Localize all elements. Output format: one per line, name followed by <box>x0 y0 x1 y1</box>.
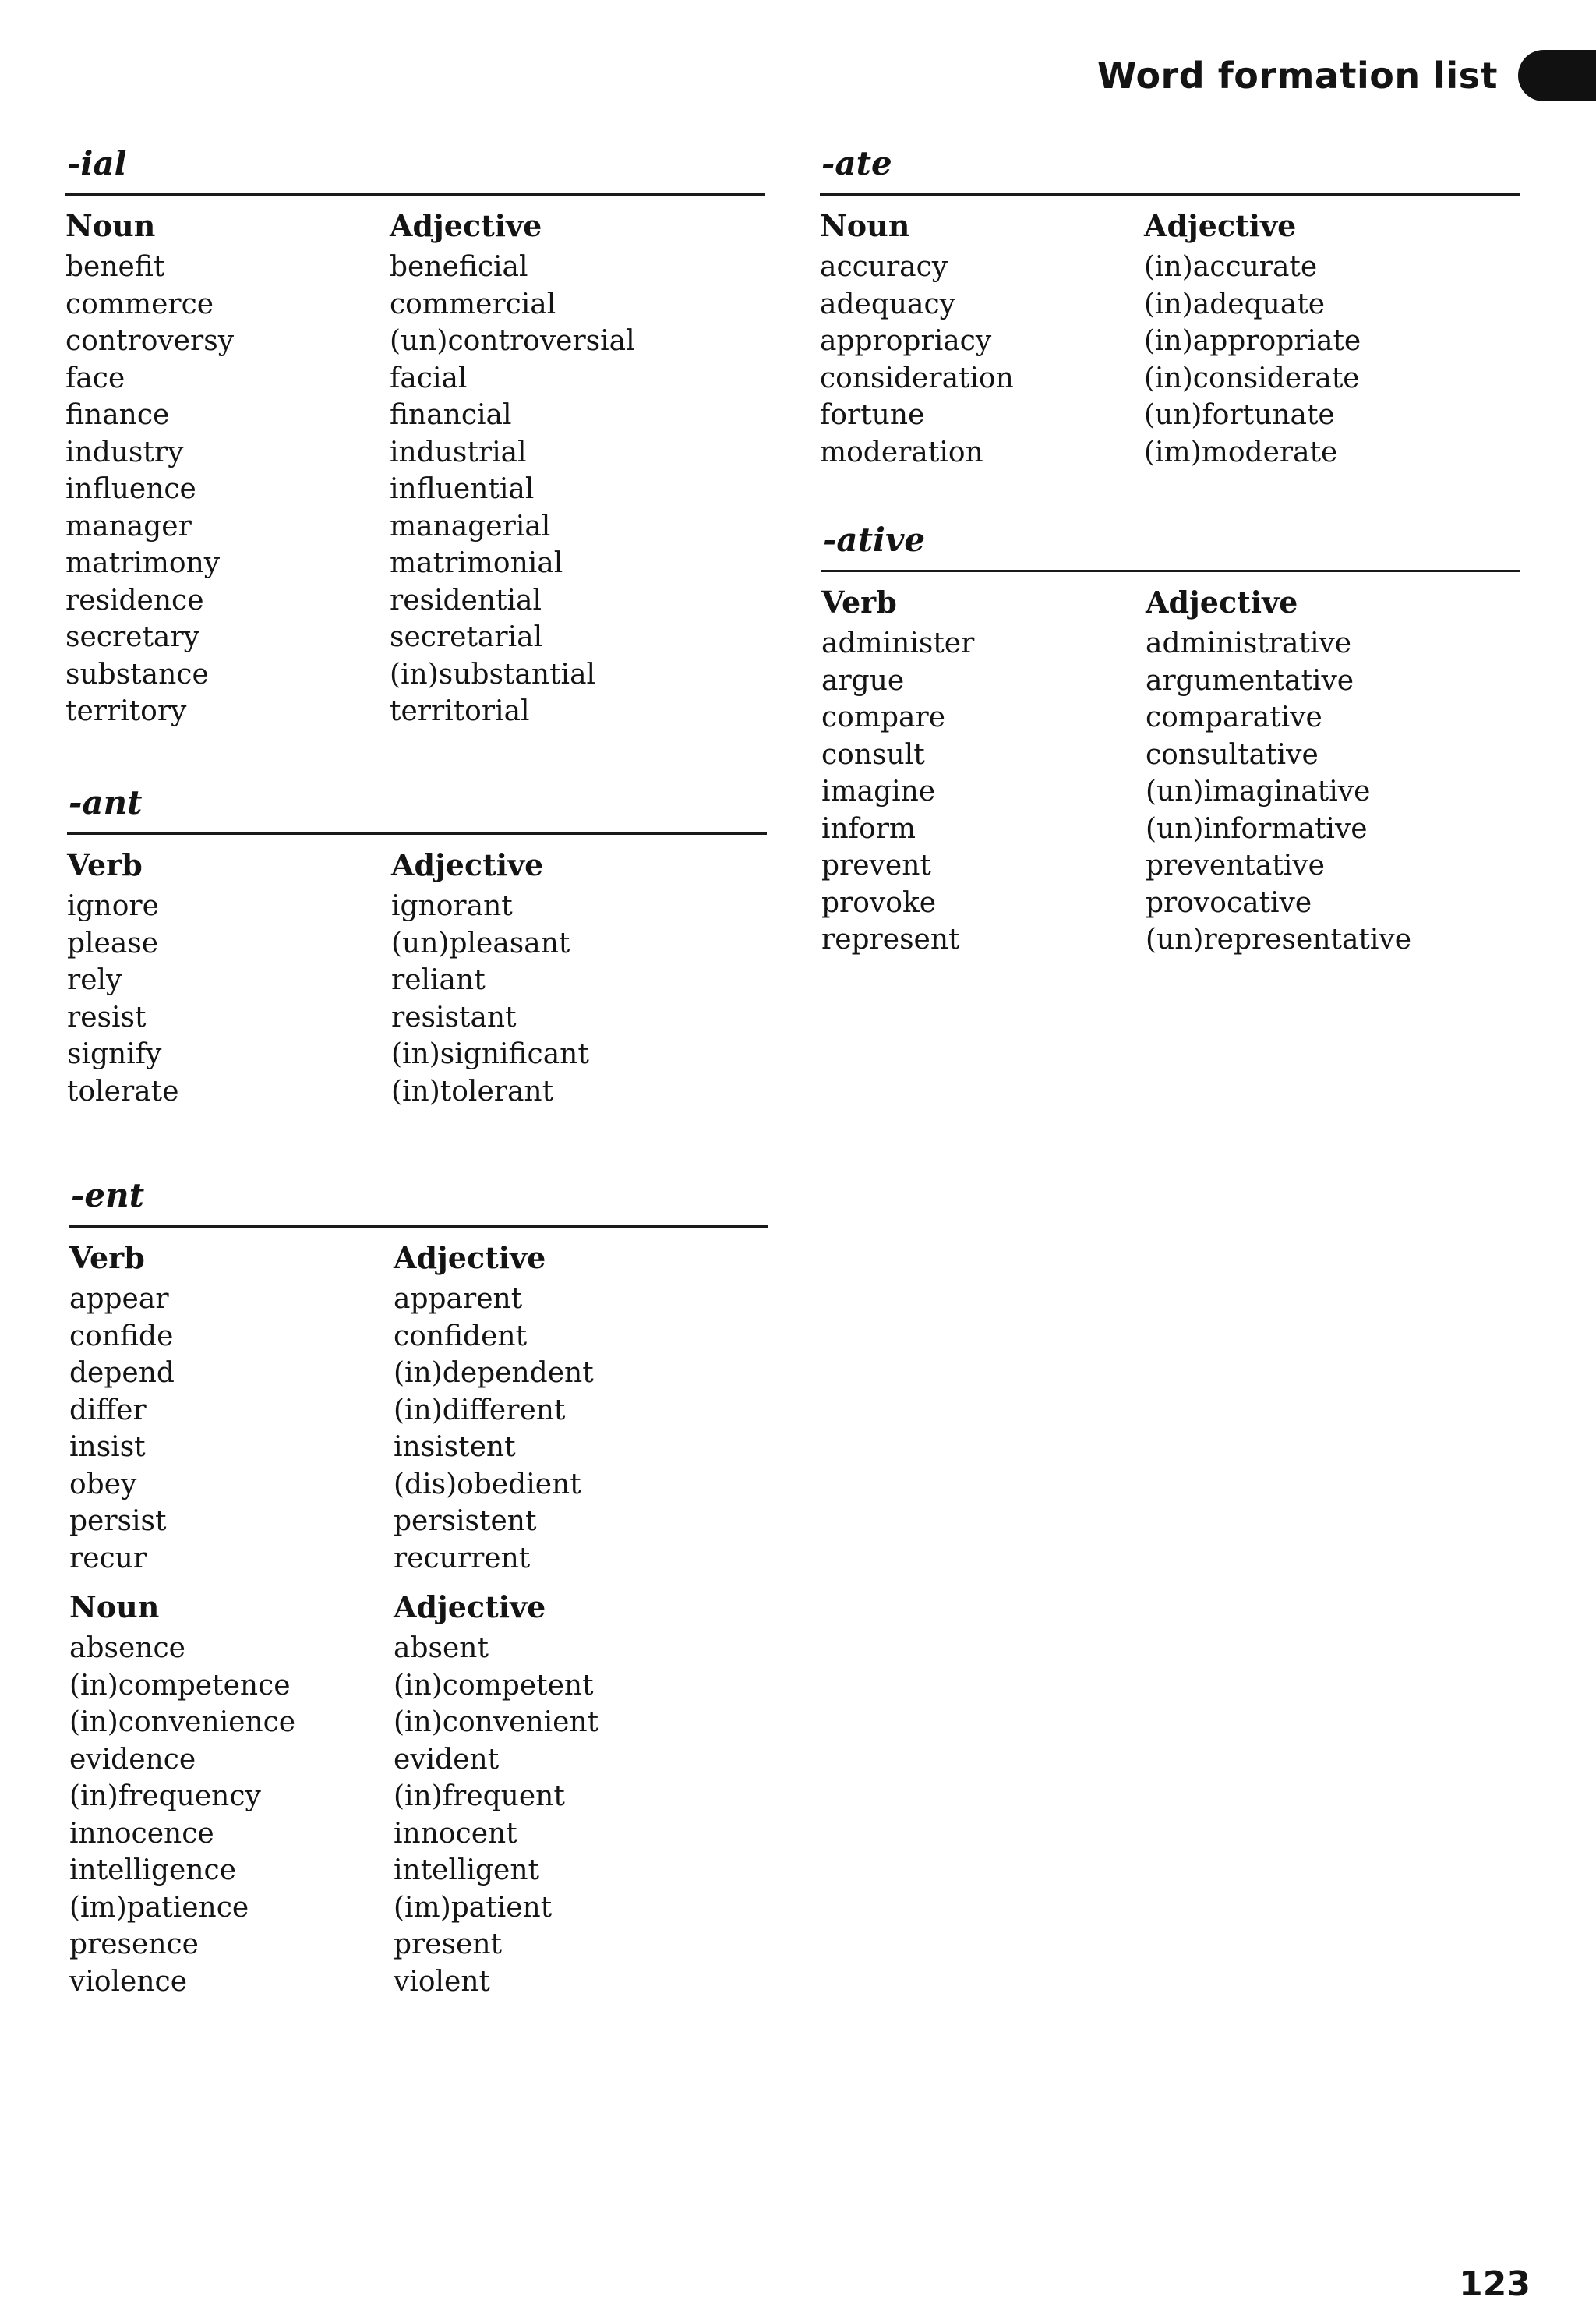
base-word-column <box>821 580 1146 959</box>
word-table <box>821 580 1520 959</box>
adjective-form: influential <box>390 473 535 505</box>
adjective-form: industrial <box>390 436 527 468</box>
base-word: fortune <box>820 399 925 431</box>
base-word: finance <box>65 399 170 431</box>
word-table <box>820 203 1520 471</box>
adjective-column <box>390 203 765 730</box>
adjective-form: commercial <box>390 288 556 320</box>
base-word: ignore <box>67 890 159 922</box>
base-word: absence <box>69 1632 185 1664</box>
base-word: compare <box>821 702 945 733</box>
base-word: substance <box>65 658 209 691</box>
base-word: evidence <box>69 1743 196 1776</box>
suffix-heading: -ial <box>67 144 127 182</box>
adjective-form: resistant <box>391 1001 517 1034</box>
base-word: accuracy <box>820 251 948 283</box>
column-header: Adjective <box>394 1589 546 1624</box>
base-word: appropriacy <box>820 325 992 357</box>
base-word: manager <box>65 510 192 543</box>
adjective-form: insistent <box>394 1431 516 1463</box>
base-word: provoke <box>821 886 937 919</box>
word-group <box>69 1235 768 1577</box>
adjective-form: apparent <box>394 1283 523 1315</box>
base-word: controversy <box>65 325 235 357</box>
base-word: intelligence <box>69 1854 237 1886</box>
adjective-form: ignorant <box>391 890 513 922</box>
base-word: residence <box>65 584 204 617</box>
adjective-column <box>1144 203 1520 471</box>
page-number: 123 <box>1459 2264 1531 2304</box>
base-word: signify <box>67 1038 162 1070</box>
column-header: Verb <box>67 847 143 882</box>
section-ent <box>69 1174 768 2000</box>
base-word: (in)convenience <box>69 1706 296 1738</box>
base-word: matrimony <box>65 547 221 579</box>
adjective-form: matrimonial <box>390 547 563 579</box>
adjective-form: secretarial <box>390 621 543 653</box>
adjective-form: administrative <box>1146 627 1352 659</box>
adjective-column <box>1146 580 1520 959</box>
adjective-form: (dis)obedient <box>394 1468 581 1500</box>
base-word: (in)frequency <box>69 1780 261 1812</box>
base-word: adequacy <box>820 288 956 320</box>
adjective-form: (in)substantial <box>390 658 596 691</box>
base-word: industry <box>65 436 184 468</box>
adjective-form: (in)dependent <box>394 1357 594 1389</box>
adjective-form: (in)appropriate <box>1144 325 1361 357</box>
adjective-form: (in)tolerant <box>391 1075 554 1108</box>
suffix-heading: -ative <box>823 521 926 559</box>
adjective-form: territorial <box>390 695 530 727</box>
adjective-form: (in)convenient <box>394 1706 599 1738</box>
word-table <box>65 203 765 730</box>
base-word: represent <box>821 924 960 956</box>
column-header: Verb <box>821 585 897 620</box>
page-header-title: Word formation list <box>1096 55 1498 97</box>
adjective-form: (in)frequent <box>394 1780 565 1812</box>
adjective-column <box>394 1585 768 2000</box>
adjective-form: comparative <box>1146 702 1322 733</box>
base-word: (im)patience <box>69 1891 249 1924</box>
adjective-form: (un)fortunate <box>1144 399 1335 431</box>
base-word: territory <box>65 695 187 727</box>
adjective-form: (im)moderate <box>1144 436 1338 468</box>
base-word: commerce <box>65 288 214 320</box>
adjective-form: preventative <box>1146 850 1325 882</box>
base-word: influence <box>65 473 196 505</box>
adjective-form: (un)imaginative <box>1146 776 1371 808</box>
column-header: Noun <box>820 208 910 243</box>
adjective-form: present <box>394 1928 502 1960</box>
adjective-form: evident <box>394 1743 500 1776</box>
adjective-form: intelligent <box>394 1854 540 1886</box>
word-group <box>65 203 765 730</box>
word-group <box>820 203 1520 471</box>
adjective-form: persistent <box>394 1505 537 1537</box>
base-word-column <box>69 1585 394 2000</box>
base-word: face <box>65 362 125 394</box>
heading-rule <box>67 832 767 835</box>
base-word: (in)competence <box>69 1669 291 1702</box>
base-word: secretary <box>65 621 200 653</box>
word-group <box>67 843 767 1110</box>
word-group <box>69 1585 768 2000</box>
suffix-heading: -ate <box>821 144 892 182</box>
base-word: recur <box>69 1542 147 1575</box>
adjective-form: (in)accurate <box>1144 251 1318 283</box>
base-word: persist <box>69 1505 167 1537</box>
adjective-form: consultative <box>1146 738 1319 771</box>
base-word-column <box>65 203 390 730</box>
base-word: argue <box>821 664 905 697</box>
base-word-column <box>69 1235 394 1577</box>
heading-rule <box>821 570 1520 572</box>
column-header: Noun <box>65 208 156 243</box>
base-word: confide <box>69 1320 174 1352</box>
base-word: obey <box>69 1468 137 1500</box>
word-table <box>69 1235 768 2000</box>
suffix-heading: -ent <box>71 1176 145 1214</box>
column-header: Verb <box>69 1240 145 1275</box>
suffix-heading: -ant <box>69 783 143 822</box>
section-ial <box>65 142 765 730</box>
adjective-form: argumentative <box>1146 664 1354 697</box>
adjective-form: (in)competent <box>394 1669 594 1702</box>
adjective-form: confident <box>394 1320 528 1352</box>
base-word-column <box>67 843 391 1110</box>
base-word: administer <box>821 627 975 659</box>
adjective-form: (un)informative <box>1146 812 1368 845</box>
base-word: consideration <box>820 362 1014 394</box>
base-word: violence <box>69 1965 187 1998</box>
adjective-form: (un)representative <box>1146 924 1412 956</box>
column-header: Adjective <box>391 847 544 882</box>
base-word: imagine <box>821 776 936 808</box>
base-word: presence <box>69 1928 199 1960</box>
heading-rule <box>65 193 765 196</box>
adjective-form: provocative <box>1146 886 1312 919</box>
heading-rule <box>69 1225 768 1228</box>
adjective-form: (in)considerate <box>1144 362 1360 394</box>
base-word: resist <box>67 1001 147 1034</box>
column-header: Noun <box>69 1589 160 1624</box>
adjective-form: managerial <box>390 510 551 543</box>
base-word: consult <box>821 738 925 771</box>
adjective-column <box>394 1235 768 1577</box>
heading-rule <box>820 193 1520 196</box>
base-word: insist <box>69 1431 146 1463</box>
adjective-form: reliant <box>391 964 486 996</box>
adjective-form: innocent <box>394 1817 517 1850</box>
section-tab-marker <box>1518 50 1596 101</box>
adjective-form: beneficial <box>390 251 528 283</box>
base-word: differ <box>69 1394 147 1426</box>
base-word: innocence <box>69 1817 214 1850</box>
base-word: depend <box>69 1357 175 1389</box>
adjective-form: absent <box>394 1632 489 1664</box>
column-header: Adjective <box>390 208 542 243</box>
base-word: please <box>67 927 159 960</box>
adjective-form: (in)significant <box>391 1038 589 1070</box>
column-header: Adjective <box>1144 208 1297 243</box>
adjective-form: (im)patient <box>394 1891 553 1924</box>
column-header: Adjective <box>1146 585 1298 620</box>
adjective-column <box>391 843 767 1110</box>
column-header: Adjective <box>394 1240 546 1275</box>
section-ative <box>821 518 1520 959</box>
word-group <box>821 580 1520 959</box>
word-table <box>67 843 767 1110</box>
adjective-form: recurrent <box>394 1542 531 1575</box>
base-word: inform <box>821 812 916 845</box>
adjective-form: residential <box>390 584 542 617</box>
base-word: tolerate <box>67 1075 179 1108</box>
base-word: prevent <box>821 850 931 882</box>
adjective-form: (un)pleasant <box>391 927 570 960</box>
adjective-form: (in)adequate <box>1144 288 1326 320</box>
adjective-form: facial <box>390 362 468 394</box>
adjective-form: violent <box>394 1965 490 1998</box>
base-word: appear <box>69 1283 169 1315</box>
section-ant <box>67 781 767 1110</box>
adjective-form: (in)different <box>394 1394 566 1426</box>
adjective-form: financial <box>390 399 512 431</box>
adjective-form: (un)controversial <box>390 325 635 357</box>
base-word: benefit <box>65 251 165 283</box>
section-ate <box>820 142 1520 471</box>
base-word: rely <box>67 964 122 996</box>
base-word: moderation <box>820 436 983 468</box>
base-word-column <box>820 203 1144 471</box>
